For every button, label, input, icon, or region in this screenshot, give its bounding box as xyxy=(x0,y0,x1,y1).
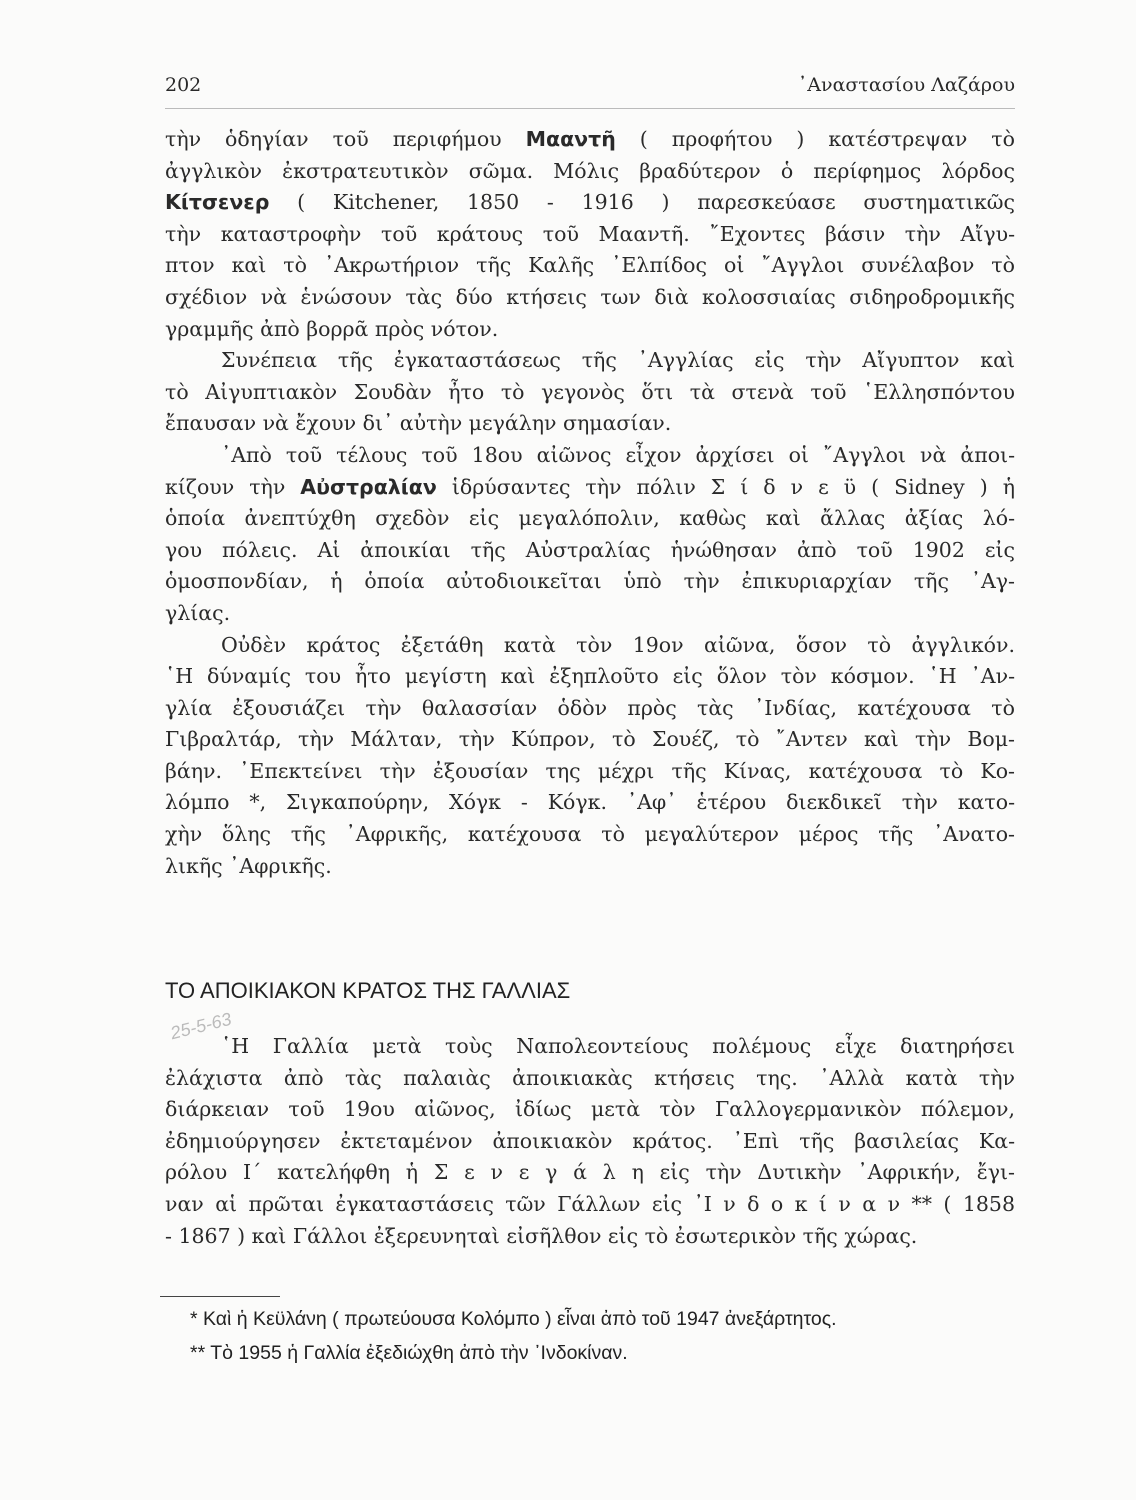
text-run: ( προφήτου ) κατέστρεψαν τὸ xyxy=(615,127,1015,151)
text-line xyxy=(165,1157,1015,1189)
main-text xyxy=(165,124,1015,882)
text-run: ρόλου Ι΄ κατελήφθη ἡ Σ ε ν ε γ ά λ η εἰς τὴν Δυτικὴν ᾿Αφρικήν, ἔγι- xyxy=(165,1160,1015,1185)
text-line xyxy=(165,377,1015,409)
text-line xyxy=(165,440,1015,472)
text-line xyxy=(165,819,1015,851)
header-rule xyxy=(165,108,1015,109)
text-run: γου πόλεις. Αἱ ἀποικίαι τῆς Αὐστραλίας ἡνώθησαν ἀπὸ τοῦ 1902 εἰς xyxy=(165,537,1015,562)
running-header-author: ᾿Αναστασίου Λαζάρου xyxy=(797,74,1015,96)
text-line xyxy=(165,250,1015,282)
text-run: τὸ Αἰγυπτιακὸν Σουδὰν ἦτο τὸ γεγονὸς ὅτι τὰ στενὰ τοῦ ῾Ελλησπόντου xyxy=(165,379,1015,404)
paragraph xyxy=(165,1031,1015,1252)
text-line xyxy=(165,345,1015,377)
text-run: πτον καὶ τὸ ᾿Ακρωτήριον τῆς Καλῆς ᾿Ελπίδος οἱ ῎Αγγλοι συνέλαβον τὸ xyxy=(165,253,1015,278)
text-run: γραμμῆς ἀπὸ βορρᾶ πρὸς νότον. xyxy=(165,316,499,341)
text-line xyxy=(165,1126,1015,1158)
text-run: σχέδιον νὰ ἑνώσουν τὰς δύο κτήσεις των διὰ κολοσσιαίας σιδηροδρομικῆς xyxy=(165,284,1015,309)
text-run: ναν αἱ πρῶται ἐγκαταστάσεις τῶν Γάλλων εἰς ᾿Ι ν δ ο κ ί ν α ν ** ( 1858 xyxy=(165,1191,1015,1216)
text-line xyxy=(165,693,1015,725)
text-run: λικῆς ᾿Αφρικῆς. xyxy=(165,853,332,878)
text-line xyxy=(165,661,1015,693)
text-line xyxy=(165,1094,1015,1126)
paragraph xyxy=(165,124,1015,345)
text-run: ὁμοσπονδίαν, ἡ ὁποία αὐτοδιοικεῖται ὑπὸ τὴν ἐπικυριαρχίαν τῆς ᾿Αγ- xyxy=(165,569,1015,594)
text-line xyxy=(165,566,1015,598)
text-line xyxy=(165,282,1015,314)
bold-term: Κίτσενερ xyxy=(165,190,270,215)
paragraph xyxy=(165,345,1015,440)
text-run: βάην. ᾿Επεκτείνει τὴν ἐξουσίαν της μέχρι τῆς Κίνας, κατέχουσα τὸ Κο- xyxy=(165,758,1015,783)
text-run: κίζουν τὴν xyxy=(165,474,301,499)
text-run: τὴν καταστροφὴν τοῦ κράτους τοῦ Μααντῆ. ῎Εχοντες βάσιν τὴν Αἴγυ- xyxy=(165,221,1015,246)
text-run: ὁποία ἀνεπτύχθη σχεδὸν εἰς μεγαλόπολιν, καθὼς καὶ ἄλλας ἀξίας λό- xyxy=(165,506,1015,531)
text-run: ἐλάχιστα ἀπὸ τὰς παλαιὰς ἀποικιακὰς κτήσεις της. ᾿Αλλὰ κατὰ τὴν xyxy=(165,1065,1015,1090)
text-line xyxy=(165,503,1015,535)
text-line xyxy=(165,851,1015,883)
paragraph xyxy=(165,440,1015,630)
text-line xyxy=(165,630,1015,662)
text-run: ( Kitchener, 1850 - 1916 ) παρεσκεύασε συστηματικῶς xyxy=(269,190,1015,215)
text-line xyxy=(165,1063,1015,1095)
text-line xyxy=(165,1221,1015,1253)
text-run: - 1867 ) καὶ Γάλλοι ἐξερευνηταὶ εἰσῆλθον εἰς τὸ ἐσωτερικὸν τῆς χώρας. xyxy=(165,1223,918,1248)
text-line xyxy=(165,1031,1015,1063)
bold-term: Μααντῆ xyxy=(525,127,616,151)
text-line xyxy=(165,408,1015,440)
text-run: χὴν ὅλης τῆς ᾿Αφρικῆς, κατέχουσα τὸ μεγαλύτερον μέρος τῆς ᾿Ανατο- xyxy=(165,822,1015,847)
text-line xyxy=(165,535,1015,567)
paragraph xyxy=(165,630,1015,883)
text-line xyxy=(165,472,1015,504)
text-run: Γιβραλτάρ, τὴν Μάλταν, τὴν Κύπρον, τὸ Σουέζ, τὸ ῎Αντεν καὶ τὴν Βομ- xyxy=(165,727,1015,752)
text-run: ἱδρύσαντες τὴν πόλιν Σ ί δ ν ε ϋ ( Sidney ) ἡ xyxy=(436,474,1015,499)
text-run: Οὐδὲν κράτος ἐξετάθη κατὰ τὸν 19ον αἰῶνα, ὅσον τὸ ἀγγλικόν. xyxy=(221,632,1015,657)
text-line xyxy=(165,787,1015,819)
text-run: ἔπαυσαν νὰ ἔχουν δι᾿ αὐτὴν μεγάλην σημασίαν. xyxy=(165,411,672,436)
text-run: ᾿Απὸ τοῦ τέλους τοῦ 18ου αἰῶνος εἶχον ἀρχίσει οἱ ῎Αγγλοι νὰ ἀποι- xyxy=(221,442,1015,467)
text-line xyxy=(165,598,1015,630)
text-line xyxy=(165,314,1015,346)
text-run: ῾Η δύναμίς του ἦτο μεγίστη καὶ ἐξηπλοῦτο εἰς ὅλον τὸν κόσμον. ῾Η ᾿Αν- xyxy=(165,664,1015,689)
text-line xyxy=(165,124,1015,156)
section-heading: ΤΟ ΑΠΟΙΚΙΑΚΟΝ ΚΡΑΤΟΣ ΤΗΣ ΓΑΛΛΙΑΣ xyxy=(165,978,571,1003)
text-run: ἀγγλικὸν ἐκστρατευτικὸν σῶμα. Μόλις βραδύτερον ὁ περίφημος λόρδος xyxy=(165,158,1015,183)
bold-term: Αὐστραλίαν xyxy=(300,474,437,499)
footnote-1: * Καὶ ἡ Κεϋλάνη ( πρωτεύουσα Κολόμπο ) εἶναι ἀπὸ τοῦ 1947 ἀνεξάρτητος. xyxy=(190,1308,837,1330)
handwritten-note: 25-5-63 xyxy=(168,1008,234,1044)
page-number: 202 xyxy=(165,74,202,96)
footnote-2: ** Τὸ 1955 ἡ Γαλλία ἐξεδιώχθη ἀπὸ τὴν ᾿Ινδοκίναν. xyxy=(190,1342,628,1364)
section-text xyxy=(165,1031,1015,1252)
text-line xyxy=(165,187,1015,219)
text-run: διάρκειαν τοῦ 19ου αἰῶνος, ἰδίως μετὰ τὸν Γαλλογερμανικὸν πόλεμον, xyxy=(165,1097,1015,1122)
text-line xyxy=(165,756,1015,788)
text-run: λόμπο *, Σιγκαπούρην, Χόγκ - Κόγκ. ᾿Αφ᾿ ἑτέρου διεκδικεῖ τὴν κατο- xyxy=(165,790,1015,815)
text-run: τὴν ὁδηγίαν τοῦ περιφήμου xyxy=(165,127,526,151)
text-line xyxy=(165,219,1015,251)
footnote-rule xyxy=(160,1296,280,1297)
text-line xyxy=(165,724,1015,756)
text-run: ἐδημιούργησεν ἐκτεταμένον ἀποικιακὸν κράτος. ᾿Επὶ τῆς βασιλείας Κα- xyxy=(165,1128,1015,1153)
text-line xyxy=(165,156,1015,188)
text-line xyxy=(165,1189,1015,1221)
text-run: ῾Η Γαλλία μετὰ τοὺς Ναπολεοντείους πολέμους εἶχε διατηρήσει xyxy=(221,1034,1015,1058)
text-run: γλίας. xyxy=(165,600,231,625)
text-run: γλία ἐξουσιάζει τὴν θαλασσίαν ὁδὸν πρὸς τὰς ᾿Ινδίας, κατέχουσα τὸ xyxy=(165,695,1015,720)
text-run: Συνέπεια τῆς ἐγκαταστάσεως τῆς ᾿Αγγλίας εἰς τὴν Αἴγυπτον καὶ xyxy=(221,348,1015,373)
